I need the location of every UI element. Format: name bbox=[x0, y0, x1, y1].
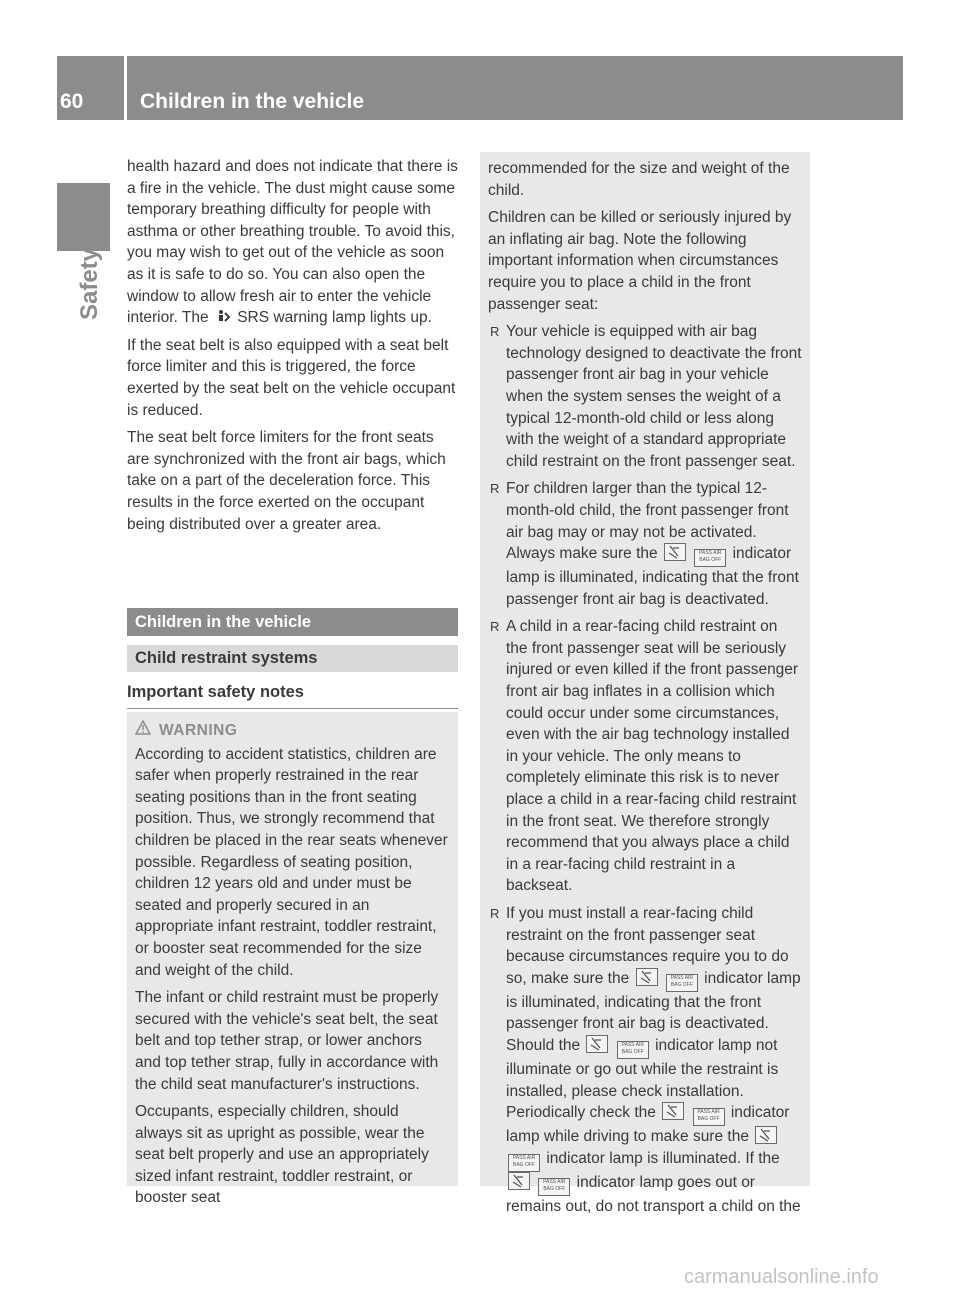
list-item: R For children larger than the typical 12-month-old child, the front passenger front air bag may or may not be activated. Always make sure the PASS AIR BAG OFF indicator lamp is illuminated, indicating that the front passenger front air bag is deactivated. bbox=[488, 478, 802, 610]
warning-box bbox=[127, 712, 458, 1207]
header-divider bbox=[124, 56, 127, 120]
airbag-warning-icon bbox=[215, 309, 231, 325]
page-number: 60 bbox=[60, 90, 84, 113]
topic-heading: Important safety notes bbox=[127, 683, 458, 709]
pass-airbag-off-icon: PASS AIR BAG OFF bbox=[508, 1154, 540, 1172]
section-heading: Children in the vehicle bbox=[135, 613, 312, 631]
pass-airbag-off-icon: PASS AIR BAG OFF bbox=[693, 1108, 725, 1126]
child-seat-icon bbox=[755, 1126, 777, 1144]
right-column-box bbox=[480, 152, 810, 1215]
pass-airbag-off-icon: PASS AIR BAG OFF bbox=[538, 1178, 570, 1196]
child-seat-icon bbox=[664, 543, 686, 561]
list-item: R If you must install a rear-facing child restraint on the front passenger seat because circumstances require you to do so, make sure the PASS AIR BAG OFF indicator lamp is illuminated, indicating that the front passenger front air bag is deactivated. Should the PASS AIR BAG OFF indicator lamp not illuminate or go out while the restraint is installed, please check installation. Periodically check the PASS AIR BAG OFF indicator lamp while driving to make sure the PASS AIR BAG OFF indicator lamp is illuminated. If the PASS AIR BAG OFF indicator lamp goes out or remains out, do not transport a child on the bbox=[488, 903, 802, 1217]
pass-airbag-off-icon: PASS AIR BAG OFF bbox=[666, 974, 698, 992]
side-tab-box bbox=[57, 183, 110, 251]
side-tab-label: Safety bbox=[76, 247, 103, 320]
body-paragraph: The seat belt force limiters for the front seats are synchronized with the front air bags, which take on a part of the deceleration force. This results in the force exerted on the occupant being distributed over a greater area. bbox=[127, 429, 446, 533]
body-paragraph: If the seat belt is also equipped with a seat belt force limiter and this is triggered, the force exerted by the seat belt on the vehicle occupant is reduced. bbox=[127, 336, 456, 419]
list-item: R A child in a rear-facing child restraint on the front passenger seat will be seriously injured or even killed if the front passenger front air bag inflates in a collision which could occur under some circumstances, even with the air bag technology installed in your vehicle. The only means to completely eliminate this risk is to never place a child in a rear-facing child restraint in the front seat. We therefore strongly recommend that you always place a child in a rear-facing child restraint in a backseat. bbox=[488, 616, 802, 897]
warning-paragraph: The infant or child restraint must be properly secured with the vehicle's seat belt, the seat belt and top tether strap, or lower anchors and top tether strap, fully in accordance with the child seat manufacturer's instructions. bbox=[135, 989, 439, 1093]
section-heading-bar bbox=[127, 608, 458, 636]
list-item: R Your vehicle is equipped with air bag technology designed to deactivate the front passenger front air bag in your vehicle when the system senses the weight of a typical 12-month-old child or less along with the weight of a standard appropriate child restraint on the front passenger seat. bbox=[488, 321, 802, 472]
left-column bbox=[127, 156, 460, 541]
warning-paragraph: Occupants, especially children, should always sit as upright as possible, wear the seat belt properly and use an appropriately sized infant restraint, toddler restraint, or booster seat bbox=[135, 1103, 429, 1207]
child-seat-icon bbox=[586, 1035, 608, 1053]
warning-title: WARNING bbox=[159, 722, 238, 739]
body-paragraph: recommended for the size and weight of the child. bbox=[488, 160, 790, 199]
pass-airbag-off-icon: PASS AIR BAG OFF bbox=[694, 549, 726, 567]
pass-airbag-off-icon: PASS AIR BAG OFF bbox=[617, 1041, 649, 1059]
child-seat-icon bbox=[662, 1102, 684, 1120]
subsection-heading-bar bbox=[127, 645, 458, 672]
body-paragraph: health hazard and does not indicate that there is a fire in the vehicle. The dust might cause some temporary breathing difficulty for people with asthma or other breathing trouble. To avoid this, you may wish to get out of the vehicle as soon as it is safe to do so. You can also open the window to allow fresh air to enter the vehicle interior. The SRS warning lamp lights up. bbox=[127, 158, 458, 327]
child-seat-icon bbox=[508, 1172, 530, 1190]
bullet-list bbox=[488, 321, 802, 1217]
warning-paragraph: According to accident statistics, children are safer when properly restrained in the rear seating positions than in the front seating position. Thus, we strongly recommend that children be placed in the rear seats whenever possible. Regardless of seating position, children 12 years old and under must be seated and properly secured in an appropriate infant restraint, toddler restraint, or booster seat recommended for the size and weight of the child. bbox=[135, 745, 448, 979]
body-paragraph: Children can be killed or seriously injured by an inflating air bag. Note the following important information when circumstances require you to place a child in the front passenger seat: bbox=[488, 209, 792, 313]
watermark: carmanualsonline.info bbox=[684, 1266, 879, 1288]
subsection-heading: Child restraint systems bbox=[135, 649, 318, 667]
child-seat-icon bbox=[636, 968, 658, 986]
chapter-title: Children in the vehicle bbox=[140, 90, 365, 113]
warning-header bbox=[135, 720, 450, 742]
warning-triangle-icon bbox=[135, 720, 151, 742]
